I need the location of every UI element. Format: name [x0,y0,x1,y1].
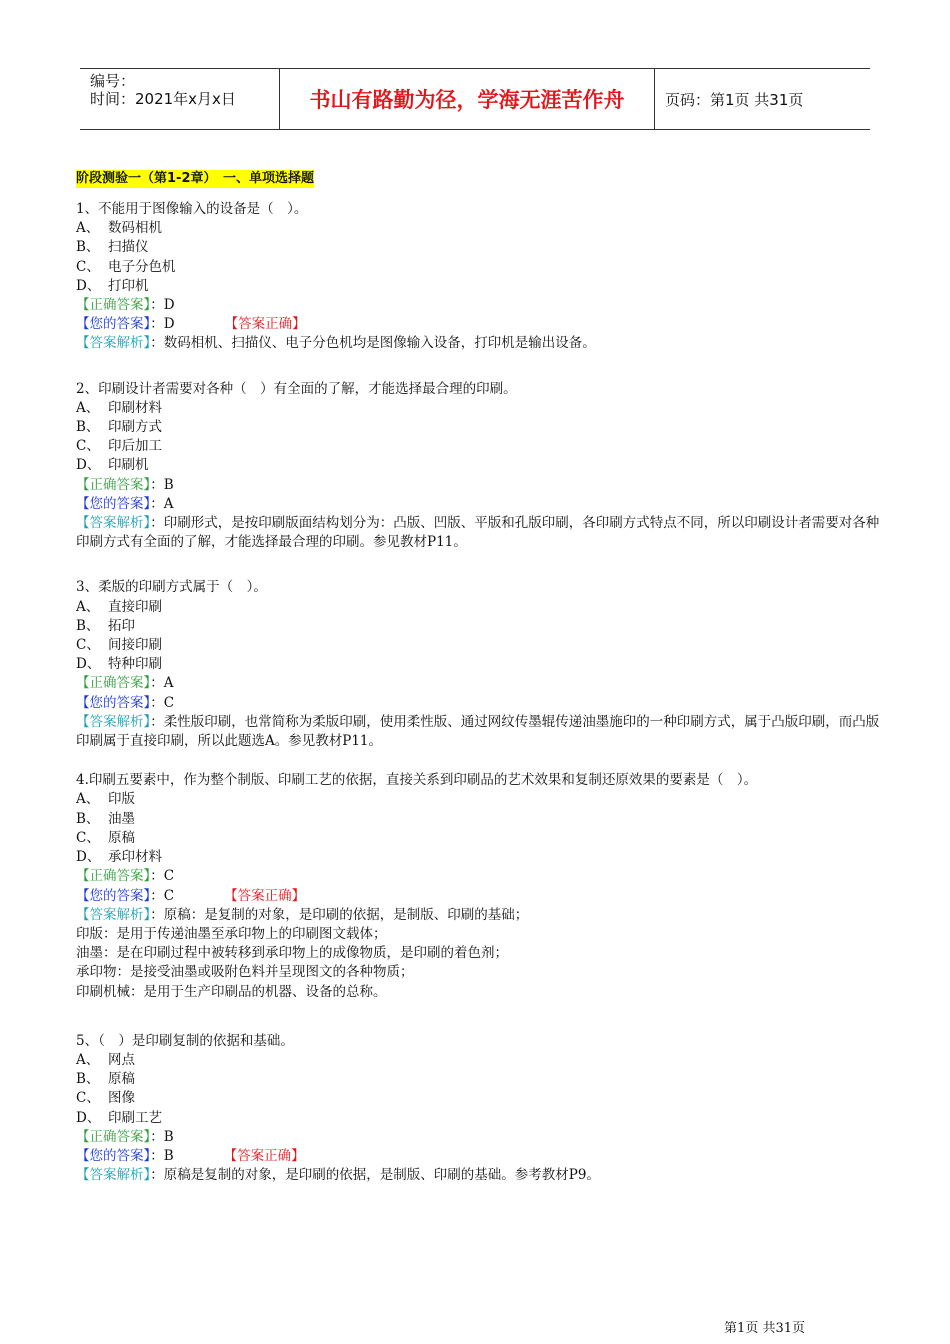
number-label: 编号： [90,72,136,90]
option-row [76,1089,891,1108]
option-text: 原稿 [108,1071,135,1088]
correct-answer-label: 【正确答案】 [76,675,151,692]
option-row [76,829,891,848]
option-row [76,399,891,418]
option-text: 网点 [108,1051,135,1068]
your-answer-row [76,887,891,906]
option-row [76,655,891,674]
question-stem: 3、柔版的印刷方式属于（ ）。 [76,579,267,596]
option-letter: B、 [76,617,100,634]
your-answer-row [76,694,891,713]
answer-correct-tag: 【答案正确】 [223,1147,305,1164]
your-answer-label: 【您的答案】 [76,1147,151,1164]
option-row [76,636,891,655]
question-block [76,578,891,751]
option-row [76,1070,891,1089]
option-text: 印刷机 [108,457,149,474]
option-letter: A、 [76,220,100,237]
analysis-label: 【答案解析】 [76,1167,151,1184]
your-answer-label: 【您的答案】 [76,495,151,512]
analysis-text: ：原稿：是复制的对象，是印刷的依据，是制版、印刷的基础； [150,906,529,923]
option-letter: A、 [76,598,100,615]
option-letter: B、 [76,239,100,256]
question-stem: 2、印刷设计者需要对各种（ ）有全面的了解，才能选择最合理的印刷。 [76,380,517,397]
correct-answer-row [76,1128,891,1147]
option-letter: C、 [76,1090,100,1107]
option-row [76,277,891,296]
option-row [76,790,891,809]
option-text: 原稿 [108,829,135,846]
correct-answer-row [76,296,891,315]
option-row [76,617,891,636]
page-footer: 第1页 共31页 [724,1321,805,1336]
question-block [76,1032,891,1186]
your-answer-row [76,315,891,334]
option-row [76,1109,891,1128]
analysis-text: 印刷机械：是用于生产印刷品的机器、设备的总称。 [76,983,387,1000]
question-list [76,200,891,1185]
analysis-line [76,963,891,982]
correct-answer-row [76,867,891,886]
option-row [76,456,891,475]
option-text: 打印机 [108,277,149,294]
option-text: 特种印刷 [108,656,162,673]
analysis-line [76,334,891,353]
section-title-text: 阶段测验一（第1-2章） 一、单项选择题 [76,171,314,186]
option-letter: C、 [76,438,100,455]
correct-answer-value: ：D [150,297,175,314]
analysis-label: 【答案解析】 [76,906,151,923]
option-letter: A、 [76,399,100,416]
option-text: 印刷工艺 [108,1109,162,1126]
option-letter: D、 [76,457,101,474]
your-answer-value: ：C [150,887,175,904]
header-meta [80,69,280,129]
question-block [76,380,891,553]
option-letter: D、 [76,656,101,673]
correct-answer-label: 【正确答案】 [76,297,151,314]
question-block [76,771,891,1001]
option-text: 印版 [108,791,135,808]
your-answer-row [76,1147,891,1166]
header-motto: 书山有路勤为径，学海无涯苦作舟 [280,69,655,129]
analysis-label: 【答案解析】 [76,515,151,532]
analysis-line [76,925,891,944]
analysis-line [76,944,891,963]
correct-answer-row [76,674,891,693]
analysis-text: 承印物：是接受油墨或吸附色料并呈现图文的各种物质； [76,964,414,981]
your-answer-label: 【您的答案】 [76,887,151,904]
your-answer-value: ：B [150,1147,174,1164]
analysis-line [76,906,891,925]
analysis-text: ：数码相机、扫描仪、电子分色机均是图像输入设备，打印机是输出设备。 [150,335,596,352]
option-text: 图像 [108,1090,135,1107]
correct-answer-value: ：A [150,675,174,692]
your-answer-value: ：A [150,495,174,512]
option-text: 拓印 [108,617,135,634]
section-title [76,170,891,188]
option-letter: D、 [76,1109,101,1126]
correct-answer-value: ：B [150,476,174,493]
analysis-line [76,983,891,1002]
header-page-info: 页码：第1页 共31页 [665,90,804,109]
your-answer-label: 【您的答案】 [76,316,151,333]
option-row [76,219,891,238]
answer-correct-tag: 【答案正确】 [224,887,306,904]
option-text: 直接印刷 [108,598,162,615]
analysis-line [76,1166,891,1185]
analysis-text: ：印刷形式，是按印刷版面结构划分为：凸版、凹版、平版和孔版印刷，各印刷方式特点不同，所以印刷设计者需要对各种印刷方式有全面的了解，才能选择最合理的印刷。参见教材P11。 [76,515,880,551]
your-answer-row [76,495,891,514]
date-text: 时间：2021年x月x日 [90,90,236,108]
question-stem: 4.印刷五要素中，作为整个制版、印刷工艺的依据，直接关系到印刷品的艺术效果和复制还原效果的要素是（ ）。 [76,772,758,789]
option-letter: D、 [76,277,101,294]
option-text: 油墨 [108,810,135,827]
analysis-text: 油墨：是在印刷过程中被转移到承印物上的成像物质，是印刷的着色剂； [76,945,508,962]
option-row [76,598,891,617]
option-text: 数码相机 [108,220,162,237]
option-letter: B、 [76,810,100,827]
option-row [76,258,891,277]
correct-answer-label: 【正确答案】 [76,1128,151,1145]
analysis-line [76,514,891,552]
analysis-text: ：柔性版印刷，也常简称为柔版印刷，使用柔性版、通过网纹传墨辊传递油墨施印的一种印刷方式，属于凸版印刷，而凸版印刷属于直接印刷，所以此题选A。参见教材P11。 [76,713,880,750]
option-row [76,810,891,829]
question-stem: 5、（ ）是印刷复制的依据和基础。 [76,1032,294,1049]
option-text: 扫描仪 [108,239,149,256]
option-letter: D、 [76,849,101,866]
analysis-text: ：原稿是复制的对象，是印刷的依据，是制版、印刷的基础。参考教材P9。 [150,1167,600,1184]
option-text: 印刷材料 [108,399,162,416]
option-row [76,238,891,257]
document-body [76,170,891,1185]
option-row [76,1051,891,1070]
correct-answer-value: ：C [150,868,175,885]
option-text: 承印材料 [108,849,162,866]
option-row [76,437,891,456]
analysis-label: 【答案解析】 [76,713,151,730]
your-answer-value: ：C [150,694,175,711]
question-stem: 1、不能用于图像输入的设备是（ ）。 [76,201,308,217]
option-text: 间接印刷 [108,637,162,654]
option-text: 电子分色机 [108,258,176,275]
option-letter: C、 [76,637,100,654]
correct-answer-value: ：B [150,1128,174,1145]
option-text: 印后加工 [108,438,162,455]
option-letter: C、 [76,258,100,275]
option-row [76,418,891,437]
option-letter: A、 [76,1051,100,1068]
analysis-text: 印版：是用于传递油墨至承印物上的印刷图文载体； [76,925,387,942]
question-block [76,200,891,354]
analysis-label: 【答案解析】 [76,335,151,352]
page-header [80,68,870,130]
your-answer-label: 【您的答案】 [76,694,151,711]
correct-answer-row [76,476,891,495]
option-text: 印刷方式 [108,419,162,436]
option-letter: C、 [76,829,100,846]
correct-answer-label: 【正确答案】 [76,476,151,493]
option-letter: A、 [76,791,100,808]
option-letter: B、 [76,419,100,436]
option-letter: B、 [76,1071,100,1088]
correct-answer-label: 【正确答案】 [76,868,151,885]
option-row [76,848,891,867]
your-answer-value: ：D [150,316,175,333]
analysis-line [76,713,891,751]
answer-correct-tag: 【答案正确】 [224,316,306,333]
